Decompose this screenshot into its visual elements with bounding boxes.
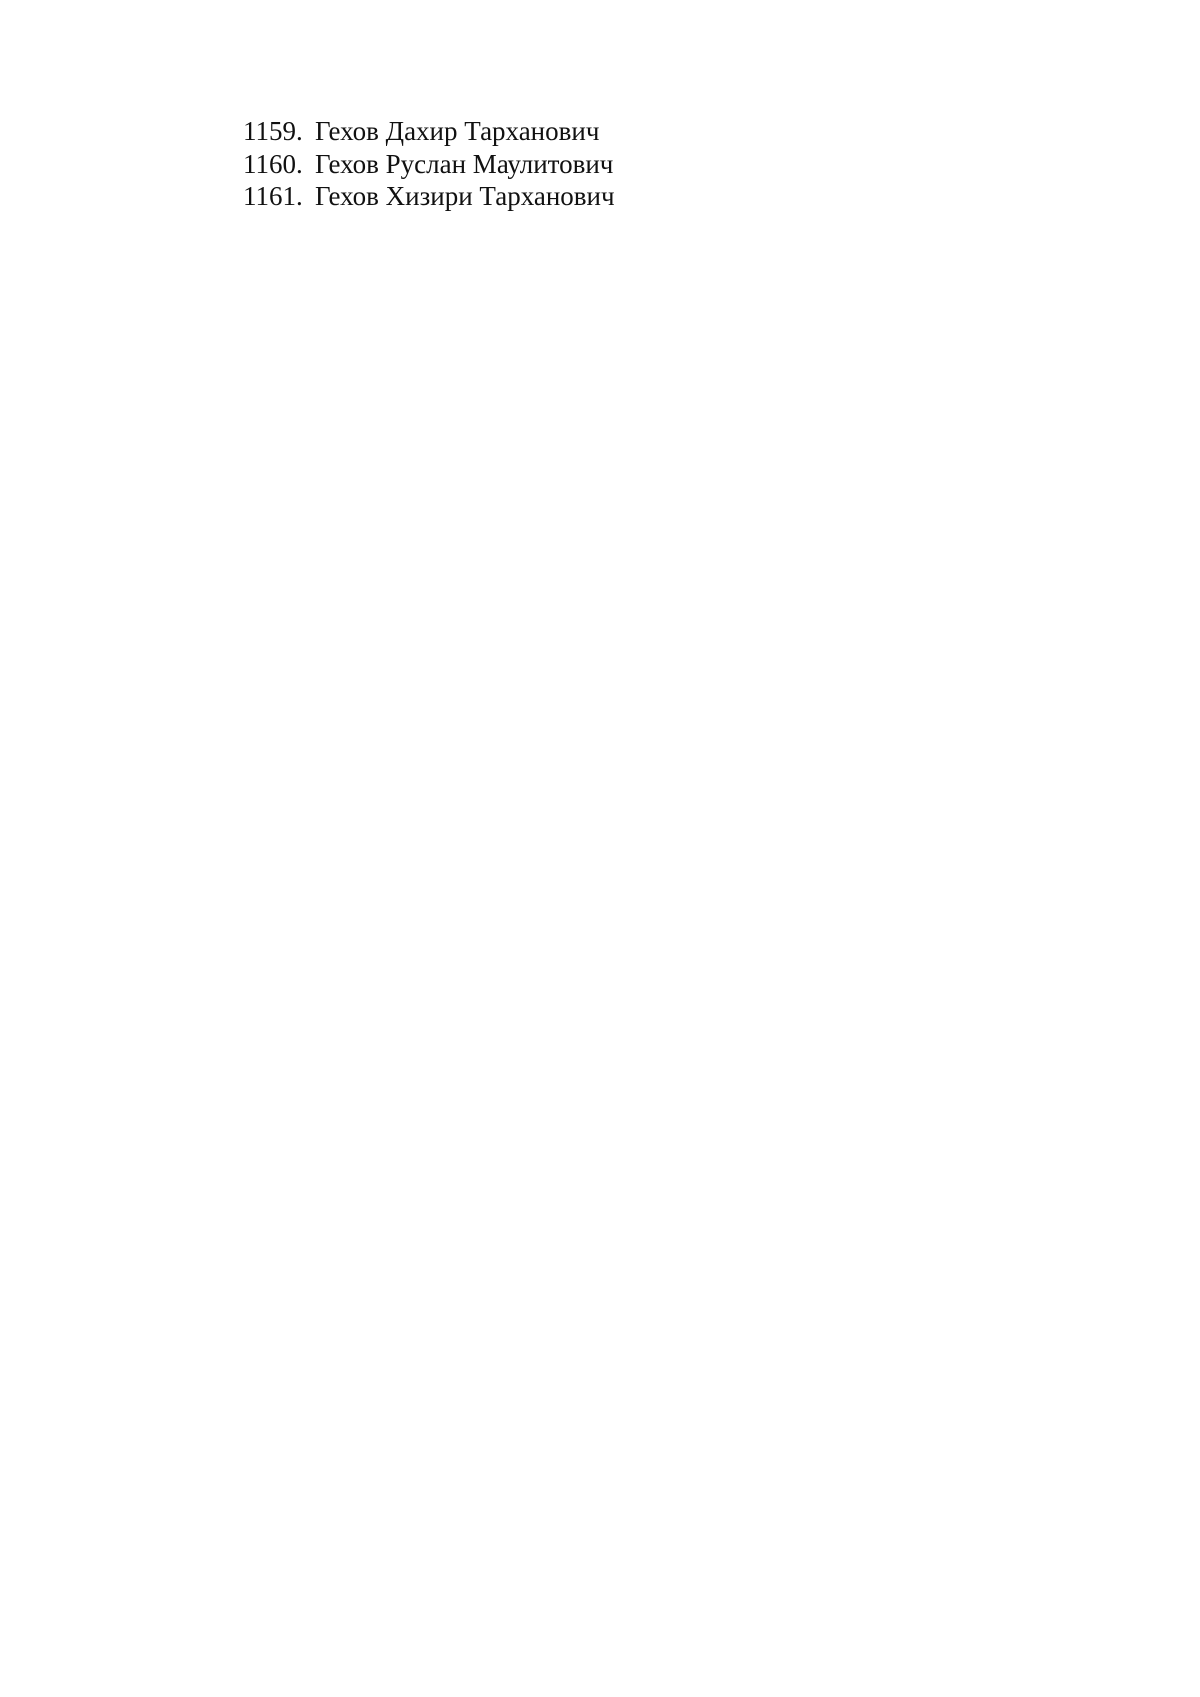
entry-number: 1160.	[243, 148, 303, 179]
entry-number: 1161.	[243, 181, 303, 212]
list-item	[243, 148, 615, 181]
list-item	[243, 115, 615, 148]
entry-name: Гехов Хизири Тарханович	[315, 181, 615, 212]
entry-number: 1159.	[243, 116, 303, 146]
entry-name: Гехов Руслан Маулитович	[315, 148, 614, 179]
list-item	[243, 180, 615, 213]
entry-name: Гехов Дахир Тарханович	[315, 116, 600, 146]
name-list	[243, 115, 615, 213]
